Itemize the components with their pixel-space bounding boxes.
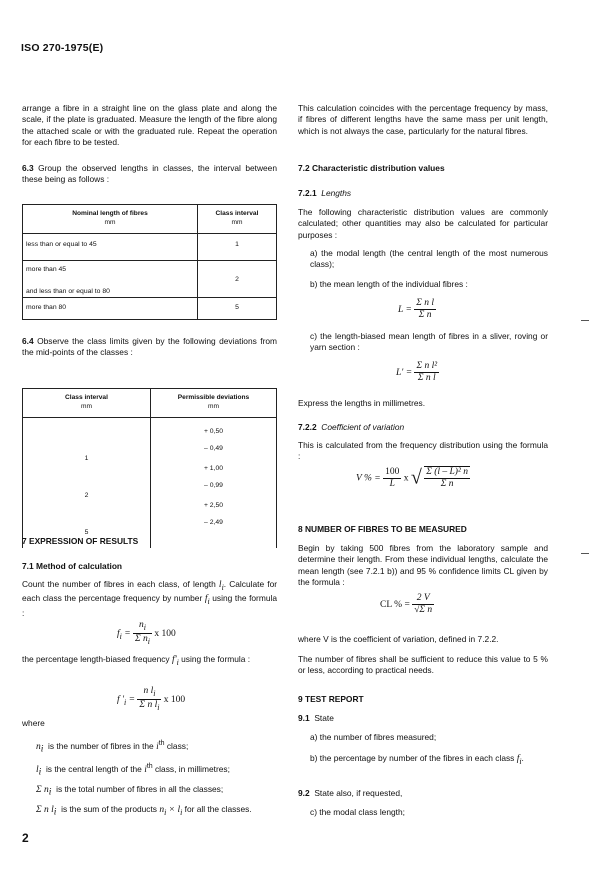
formula-fi-fraction: $\frac{n_i}{\Sigma n_i}$: [135, 620, 150, 647]
section-7-2-1-title: Lengths: [321, 188, 352, 198]
formula-confidence-limits: [380, 593, 434, 617]
table1-header-interval: [198, 205, 277, 234]
formula-mean-length-numerator: Σ n l: [414, 298, 436, 310]
definition-n-i-text-b: class;: [166, 740, 189, 751]
formula-mean-length: [398, 298, 436, 322]
item-modal-class-length: c) the modal class length;: [310, 807, 405, 817]
sqrt-symbol: √: [410, 466, 422, 489]
definition-n-i-symbol: n: [36, 741, 41, 752]
margin-mark: [581, 553, 589, 554]
table2-dev-5-plus: + 2,50: [203, 502, 224, 509]
express-millimetres: Express the lengths in millimetres.: [298, 398, 426, 408]
formula-fi-prime: f '$_i$ = $\frac{n l_i}{\Sigma n l_i}$ x 100: [117, 686, 186, 713]
definition-n-i: $n_i$ is the number of fibres in the $i^{th}$ class;: [36, 740, 189, 755]
formula-fi-prime-fraction: $\frac{n l_i}{\Sigma n l_i}$: [139, 686, 160, 713]
formula-biased-length-lhs: L' =: [396, 368, 413, 379]
definition-sum-n-l-symbol: Σ n l: [36, 804, 54, 815]
symbol-f-i: $f_i$: [204, 594, 210, 607]
table2-header-deviation: [151, 389, 277, 418]
formula-biased-length-fraction: [414, 361, 439, 385]
definition-n-i-text-a: is the number of fibres in the: [48, 740, 154, 751]
table1-row2-value: 2: [198, 261, 277, 298]
table1-row2-label: [23, 261, 198, 298]
section-7-2-2-number: 7.2.2: [298, 422, 317, 432]
table2-dev-1-minus: – 0,49: [204, 445, 223, 452]
formula-cv-root-denominator: Σ n: [440, 479, 454, 490]
continuation-paragraph: arrange a fibre in a straight line on the glass plate and along the scale, if the plate is graduated. Measure the length of the fibre along the attached scale or with the graduated rule. Repeat the operation for each fibre to be tested.: [22, 103, 277, 148]
section-8-text-2: The number of fibres shall be sufficient to reduce this value to 5 % or less, according to practical needs.: [298, 654, 548, 676]
section-6-3-number: 6.3: [22, 163, 34, 173]
percentage-length-text-a: the percentage length-biased frequency: [22, 654, 170, 664]
section-8-heading: 8 NUMBER OF FIBRES TO BE MEASURED: [298, 524, 467, 534]
formula-fi-prime-lhs: f ': [117, 694, 125, 705]
formula-cv-fraction: [383, 467, 401, 491]
percentage-length-text: [22, 654, 277, 668]
formula-biased-length: [396, 361, 439, 385]
section-9-1-heading: [298, 713, 334, 724]
where-label: where: [22, 718, 45, 728]
class-interval-table: [22, 204, 277, 320]
definition-l-i: $l_i$ is the central length of the $i^{th}$ class, in millimetres;: [36, 762, 230, 778]
section-9-1-number: 9.1: [298, 713, 310, 723]
section-9-1-title: State: [314, 713, 334, 723]
definition-sum-n-l-text-a: is the sum of the products: [61, 803, 157, 814]
formula-mean-length-fraction: [414, 298, 436, 322]
section-7-2-1-number: 7.2.1: [298, 188, 317, 198]
table2-header-deviation-label: Permissible deviations: [177, 394, 250, 401]
page-number: 2: [22, 831, 29, 845]
formula-fi: $f_i$ = $\frac{n_i}{\Sigma n_i}$ x 100: [117, 620, 176, 647]
formula-cv-lhs: V % =: [356, 473, 381, 484]
section-9-heading: 9 TEST REPORT: [298, 694, 364, 704]
table1-header-length: [23, 205, 198, 234]
definition-sum-n-l: Σ n $l_i$ is the sum of the products $n_i \times l_i$ for all the classes.: [36, 803, 252, 818]
item-percentage-class-text: b) the percentage by number of the fibres in each class: [310, 753, 515, 763]
section-7-1-heading: 7.1 Method of calculation: [22, 561, 123, 571]
section-6-4: [22, 336, 277, 359]
mass-frequency-paragraph: This calculation coincides with the percentage frequency by mass, if fibres of different lengths have the same mass per unit length, which is not always the case, particularly for the natural fibres.: [298, 103, 548, 136]
table2-class-2: 2: [84, 492, 89, 499]
table1-row3-value: 5: [198, 298, 277, 320]
formula-cl-fraction: [412, 593, 434, 617]
formula-cv-root-numerator: Σ (l – L)² n: [424, 467, 470, 479]
table2-header-deviation-unit: mm: [208, 403, 219, 410]
section-7-2-1-text: The following characteristic distribution values are commonly calculated; other quantities may also be calculated for particular purposes :: [298, 207, 548, 240]
section-7-2-heading: 7.2 Characteristic distribution values: [298, 163, 445, 173]
table1-header-length-label: Nominal length of fibres: [72, 210, 148, 217]
table2-dev-1-plus: + 0,50: [203, 428, 224, 435]
table2-class-1: 1: [84, 455, 89, 462]
section-9-2-number: 9.2: [298, 788, 310, 798]
formula-fi-lhs: f: [117, 628, 120, 639]
section-9-2-heading: [298, 788, 402, 799]
section-9-2-title: State also, if requested,: [314, 788, 403, 798]
margin-mark: [581, 320, 589, 321]
table2-class-5: 5: [84, 529, 89, 536]
table2-deviation-column: [151, 418, 277, 549]
formula-fi-prime-denominator: Σ n l: [139, 700, 158, 711]
document-header: ISO 270-1975(E): [21, 42, 104, 54]
section-7-1-text-b: Calculate for each class the percentage frequency by number: [22, 579, 278, 604]
section-6-4-text: Observe the class limits given by the following deviations from the mid-points of the classes :: [22, 336, 277, 358]
item-length-biased: c) the length-biased mean length of fibres in a sliver, roving or yarn section :: [310, 331, 548, 353]
formula-biased-length-numerator: Σ n l²: [414, 361, 439, 373]
formula-cv-numerator: 100: [383, 467, 401, 479]
definition-sum-n-i-symbol: Σ n: [36, 784, 49, 795]
table2-header-interval: [23, 389, 151, 418]
formula-mean-length-lhs: L =: [398, 305, 412, 316]
formula-cv-times: x: [403, 473, 409, 484]
formula-biased-length-denominator: Σ n l: [417, 373, 436, 384]
table2-class-column: [23, 418, 151, 549]
formula-mean-length-denominator: Σ n: [418, 310, 432, 321]
item-mean-length: b) the mean length of the individual fibres :: [310, 279, 468, 289]
definition-sum-n-i: Σ $n_i$ is the total number of fibres in all the classes;: [36, 783, 224, 798]
formula-cl-denominator: √Σ n: [414, 605, 433, 616]
item-fibres-measured: a) the number of fibres measured;: [310, 732, 437, 742]
section-7-2-1-heading: [298, 188, 351, 199]
table1-row2-label-a: more than 45: [26, 266, 67, 273]
symbol-l-i: $l_i$: [218, 580, 224, 592]
definition-sum-n-l-text-b: for all the classes.: [184, 803, 252, 814]
formula-fi-multiplier: x 100: [154, 628, 176, 639]
formula-cv-denominator: L: [389, 478, 395, 489]
table1-header-interval-label: Class interval: [215, 210, 259, 217]
definition-l-i-text-a: is the central length of the: [45, 763, 142, 774]
formula-fi-numerator: n: [139, 620, 144, 630]
item-percentage-class: b) the percentage by number of the fibres in each class $f_i$.: [310, 753, 524, 766]
table2-dev-2-plus: + 1,00: [203, 465, 224, 472]
symbol-f-prime-i: $f'_i$: [171, 655, 179, 667]
section-7-1-text-a: Count the number of fibres in each class, of length: [22, 579, 216, 589]
section-7-1-text-c: using the formula :: [22, 593, 278, 618]
table1-header-interval-unit: mm: [231, 219, 243, 226]
section-7-2-2-title: Coefficient of variation: [321, 422, 405, 432]
where-v-text: where V is the coefficient of variation, defined in 7.2.2.: [298, 634, 499, 644]
formula-cl-numerator: 2 V: [412, 593, 434, 605]
table1-header-length-unit: mm: [104, 219, 116, 226]
table1-row1-value: 1: [198, 234, 277, 261]
deviation-table: [22, 388, 277, 548]
table2-header-interval-label: Class interval: [65, 394, 108, 401]
where-definitions: [22, 738, 277, 824]
formula-fi-denominator: Σ n: [135, 634, 148, 645]
section-6-3: [22, 163, 277, 186]
section-7-heading: 7 EXPRESSION OF RESULTS: [22, 536, 139, 546]
symbol-f-i-report: $f_i$: [516, 754, 522, 766]
section-8-text: Begin by taking 500 fibres from the laboratory sample and determine their length. From these individual lengths, calculate the mean length (see 7.2.1 b)) and 95 % confidence limits CL given by the formula :: [298, 543, 548, 588]
table1-row2-label-b: and less than or equal to 80: [26, 288, 110, 295]
table1-row1-label: less than or equal to 45: [23, 234, 198, 261]
table2-dev-5-minus: – 2,49: [204, 519, 223, 526]
definition-l-i-text-b: class, in millimetres;: [154, 763, 230, 774]
section-7-2-2-heading: [298, 422, 404, 433]
definition-l-i-symbol: l: [36, 764, 39, 775]
formula-fi-prime-numerator: n l: [143, 686, 154, 696]
section-7-1-text: Count the number of fibres in each class, of length $l_i$. Calculate for each class the percentage frequency by number $f_i$ using the formula :: [22, 579, 278, 618]
table2-header-interval-unit: mm: [81, 403, 92, 410]
formula-cv-root-fraction: [424, 466, 470, 491]
section-6-4-number: 6.4: [22, 336, 34, 346]
section-7-2-2-text: This is calculated from the frequency distribution using the formula :: [298, 440, 548, 462]
formula-coefficient-variation: [356, 466, 470, 491]
formula-cl-lhs: CL % =: [380, 600, 410, 611]
table1-row3-label: more than 80: [23, 298, 198, 320]
formula-fi-prime-multiplier: x 100: [163, 694, 186, 705]
percentage-length-text-b: using the formula :: [181, 654, 251, 664]
item-modal-length: a) the modal length (the central length of the most numerous class);: [310, 248, 548, 270]
table2-dev-2-minus: – 0,99: [204, 482, 223, 489]
section-6-3-text: Group the observed lengths in classes, the interval between these being as follows :: [22, 163, 277, 185]
definition-sum-n-i-text: is the total number of fibres in all the classes;: [56, 783, 224, 794]
